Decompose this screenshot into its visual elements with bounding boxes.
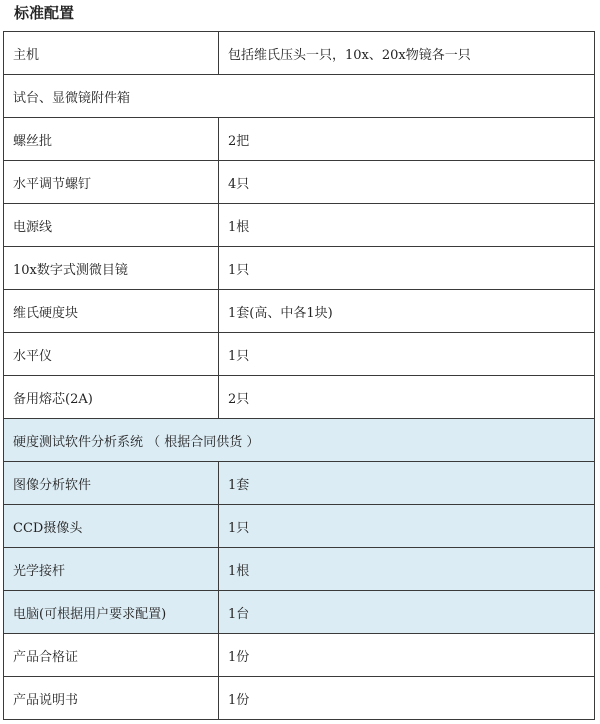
- table-row: [4, 634, 595, 677]
- item-name-cell: 备用熔芯(2A): [4, 376, 219, 419]
- item-name-cell: 图像分析软件: [4, 462, 219, 505]
- table-row: [4, 505, 595, 548]
- item-name-cell: 水平仪: [4, 333, 219, 376]
- item-name-cell: 主机: [4, 32, 219, 75]
- item-name-cell: 水平调节螺钉: [4, 161, 219, 204]
- item-quantity-cell: 2只: [219, 376, 595, 419]
- table-row: [4, 548, 595, 591]
- table-body: [4, 32, 595, 720]
- table-row: [4, 290, 595, 333]
- item-name-cell: 维氏硬度块: [4, 290, 219, 333]
- item-name-cell: 光学接杆: [4, 548, 219, 591]
- section-header-cell: 硬度测试软件分析系统 （ 根据合同供货 ）: [4, 419, 595, 462]
- item-quantity-cell: 1套: [219, 462, 595, 505]
- table-row: [4, 32, 595, 75]
- table-row: [4, 591, 595, 634]
- table-row: [4, 419, 595, 462]
- page-title: 标准配置: [14, 4, 75, 22]
- table-row: [4, 204, 595, 247]
- item-name-cell: 螺丝批: [4, 118, 219, 161]
- item-quantity-cell: 1只: [219, 333, 595, 376]
- item-name-cell: 电脑(可根据用户要求配置): [4, 591, 219, 634]
- item-quantity-cell: 1只: [219, 505, 595, 548]
- item-quantity-cell: 4只: [219, 161, 595, 204]
- table-row: [4, 118, 595, 161]
- item-quantity-cell: 1根: [219, 548, 595, 591]
- item-name-cell: CCD摄像头: [4, 505, 219, 548]
- table-row: [4, 677, 595, 720]
- item-quantity-cell: 1份: [219, 677, 595, 720]
- standard-configuration-table: [3, 31, 595, 720]
- table-row: [4, 247, 595, 290]
- item-name-cell: 电源线: [4, 204, 219, 247]
- table-row: [4, 333, 595, 376]
- item-quantity-cell: 包括维氏压头一只，10x、20x物镜各一只: [219, 32, 595, 75]
- item-quantity-cell: 1台: [219, 591, 595, 634]
- item-name-cell: 产品合格证: [4, 634, 219, 677]
- item-quantity-cell: 1只: [219, 247, 595, 290]
- table-row: [4, 462, 595, 505]
- item-quantity-cell: 1根: [219, 204, 595, 247]
- table-row: [4, 161, 595, 204]
- item-quantity-cell: 1份: [219, 634, 595, 677]
- item-quantity-cell: 2把: [219, 118, 595, 161]
- table-row: [4, 75, 595, 118]
- item-quantity-cell: 1套(高、中各1块): [219, 290, 595, 333]
- item-name-cell: 10x数字式测微目镜: [4, 247, 219, 290]
- table-row: [4, 376, 595, 419]
- section-header-cell: 试台、显微镜附件箱: [4, 75, 595, 118]
- item-name-cell: 产品说明书: [4, 677, 219, 720]
